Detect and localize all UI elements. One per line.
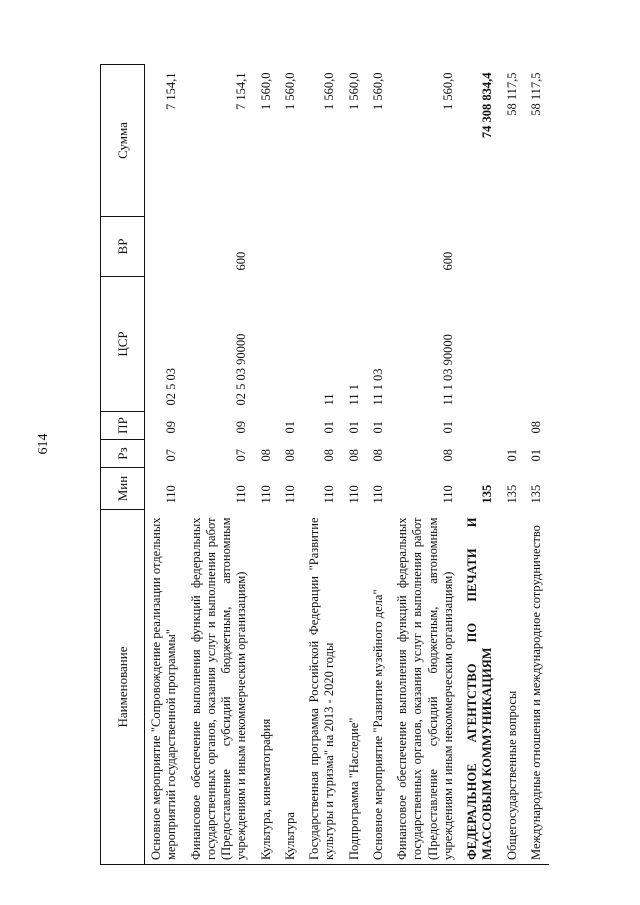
table-row: [525, 65, 549, 865]
row-csr: 11: [322, 393, 337, 406]
row-min: 110: [346, 485, 361, 504]
page-number: 614: [36, 433, 51, 455]
table-row-agency: [461, 65, 501, 865]
row-name: Культура, кинематография: [255, 510, 279, 865]
row-pr: [255, 412, 279, 440]
header-rz: Рз: [101, 440, 145, 468]
row-pr: 01: [322, 421, 337, 434]
row-name: Культура: [279, 510, 303, 865]
row-pr: 01: [370, 421, 385, 434]
row-min: 110: [282, 485, 297, 504]
row-vr: [461, 217, 501, 277]
row-sum: 74 308 834,4: [480, 72, 495, 139]
row-sum: 7 154,1: [164, 72, 179, 110]
table-row: [343, 65, 367, 865]
table-row: [303, 65, 343, 865]
row-sum: 1 560,0: [282, 72, 297, 110]
row-vr: [303, 217, 343, 277]
row-pr: 01: [282, 421, 297, 434]
header-csr: ЦСР: [101, 277, 145, 412]
row-rz: [461, 440, 501, 468]
row-name: ФЕДЕРАЛЬНОЕ АГЕНТСТВО ПО ПЕЧАТИ И МАССОВЫМ КОММУНИКАЦИЯМ: [461, 510, 501, 865]
row-rz: 08: [258, 449, 273, 462]
row-name: Финансовое обеспечение выполнения функций федеральных государственных органов, оказания услуг и выполнения работ (Предоставление субсидий бюджетным, автономным учреждениям и иным некоммерческим организациям): [185, 510, 255, 865]
row-csr: 02 5 03 90000: [234, 333, 249, 406]
row-sum: 7 154,1: [234, 72, 249, 110]
budget-table: [100, 64, 549, 865]
row-pr: 01: [440, 421, 455, 434]
row-name: Международные отношения и международное сотрудничество: [525, 510, 549, 865]
row-name: Основное мероприятие "Сопровождение реализации отдельных мероприятий государственной программы": [145, 510, 185, 865]
row-name: Основное мероприятие "Развитие музейного дела": [367, 510, 391, 865]
row-csr: [525, 277, 549, 412]
row-min: 135: [480, 484, 495, 504]
row-rz: 08: [370, 449, 385, 462]
row-vr: [501, 217, 525, 277]
row-pr: [461, 412, 501, 440]
row-rz: 08: [322, 449, 337, 462]
row-rz: 08: [346, 449, 361, 462]
row-sum: 1 560,0: [370, 72, 385, 110]
row-csr: 11 1 03 90000: [440, 334, 455, 406]
row-pr: 01: [346, 421, 361, 434]
row-csr: 02 5 03: [164, 368, 179, 406]
row-vr: [145, 217, 185, 277]
row-pr: 08: [528, 421, 543, 434]
rotated-page-content: [100, 65, 590, 865]
row-csr: [279, 277, 303, 412]
row-vr: [255, 217, 279, 277]
row-name: Подпрограмма "Наследие": [343, 510, 367, 865]
row-sum: 1 560,0: [346, 72, 361, 110]
header-name: Наименование: [101, 510, 145, 865]
row-min: 110: [440, 485, 455, 504]
row-vr: [367, 217, 391, 277]
row-csr: 11 1 03: [370, 368, 385, 406]
table-header-row: [101, 65, 145, 865]
row-rz: 07: [234, 449, 249, 462]
header-vr: ВР: [101, 217, 145, 277]
row-csr: 11 1: [346, 384, 361, 406]
row-sum: 1 560,0: [258, 72, 273, 110]
row-min: 110: [234, 485, 249, 504]
row-pr: 09: [234, 421, 249, 434]
row-name: Финансовое обеспечение выполнения функций федеральных государственных органов, оказания услуг и выполнения работ (Предоставление субсидий бюджетным, автономным учреждениям и иным некоммерческим организациям): [391, 510, 461, 865]
row-vr: [525, 217, 549, 277]
row-rz: 08: [440, 449, 455, 462]
row-csr: [501, 277, 525, 412]
header-pr: ПР: [101, 412, 145, 440]
row-pr: 09: [164, 421, 179, 434]
table-row: [255, 65, 279, 865]
row-sum: 58 117,5: [528, 72, 543, 116]
row-rz: 01: [528, 449, 543, 462]
row-vr: [279, 217, 303, 277]
header-min: Мин: [101, 468, 145, 510]
table-row: [501, 65, 525, 865]
row-rz: 01: [504, 449, 519, 462]
table-row: [367, 65, 391, 865]
row-vr: 600: [440, 251, 455, 271]
table-row: [279, 65, 303, 865]
row-vr: 600: [234, 251, 249, 271]
row-name: Общегосударственные вопросы: [501, 510, 525, 865]
row-sum: 58 117,5: [504, 72, 519, 116]
row-csr: [255, 277, 279, 412]
table-row: [145, 65, 185, 865]
table-row: [391, 65, 461, 865]
row-min: 110: [370, 485, 385, 504]
row-min: 135: [528, 484, 543, 504]
row-sum: 1 560,0: [440, 72, 455, 110]
table-row: [185, 65, 255, 865]
row-rz: 08: [282, 449, 297, 462]
row-name: Государственная программа Российской Федерации "Развитие культуры и туризма" на 2013 - 2020 годы: [303, 510, 343, 865]
row-sum: 1 560,0: [322, 72, 337, 110]
row-min: 110: [164, 485, 179, 504]
row-pr: [501, 412, 525, 440]
row-min: 135: [504, 484, 519, 504]
header-sum: Сумма: [101, 65, 145, 217]
row-rz: 07: [164, 449, 179, 462]
row-vr: [343, 217, 367, 277]
row-min: 110: [322, 485, 337, 504]
row-min: 110: [258, 485, 273, 504]
row-csr: [461, 277, 501, 412]
